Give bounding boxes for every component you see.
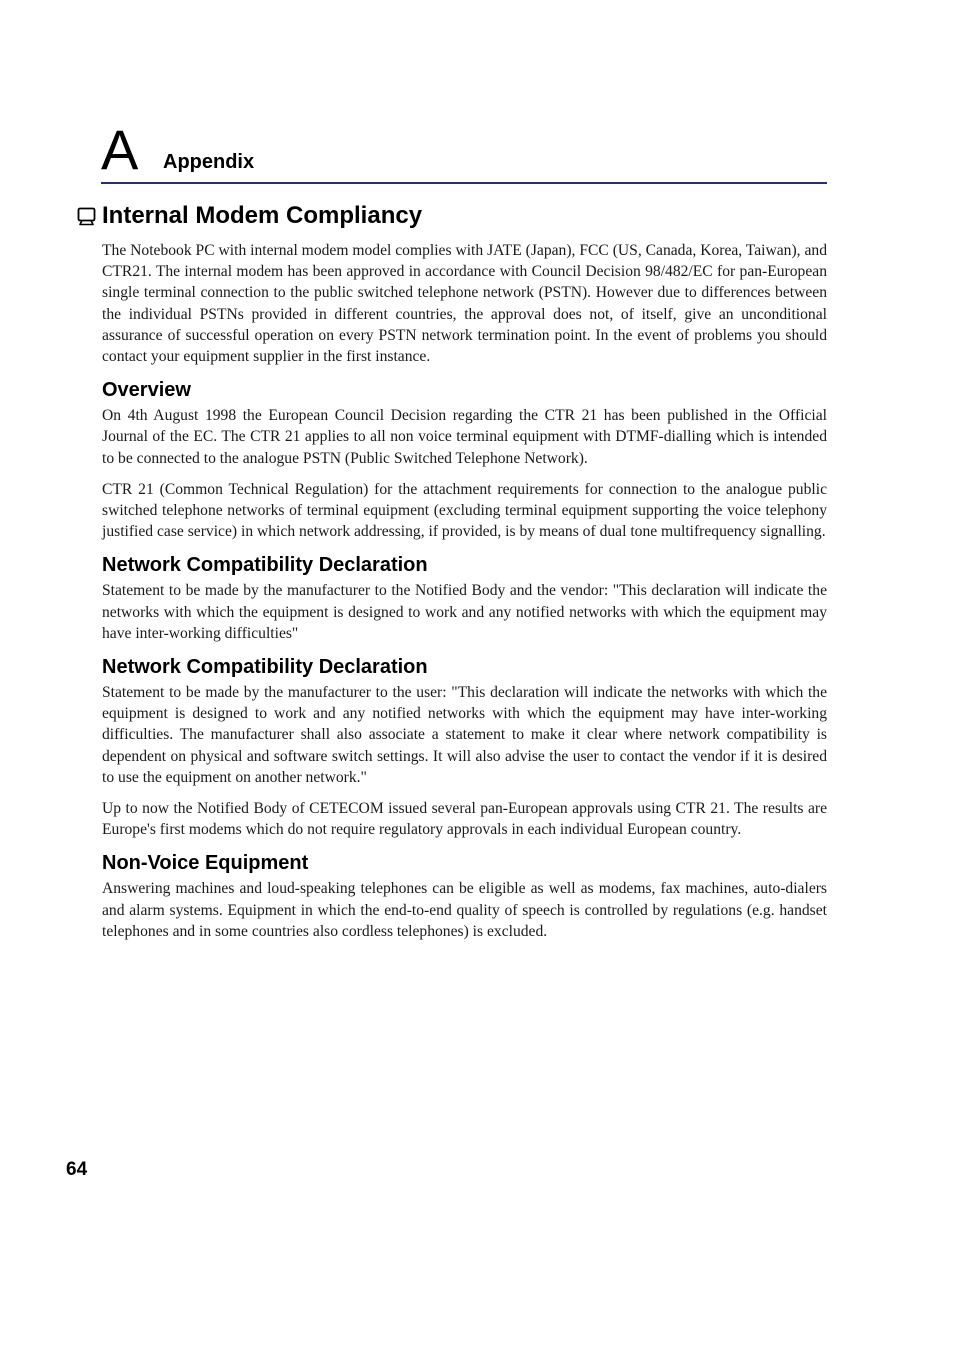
subsection-heading-network-compatibility-user: Network Compatibility Declaration [102,656,428,679]
paragraph: Up to now the Notified Body of CETECOM issued several pan-European approvals using CTR 21. The results are Europe's first modems which do not require regulatory approvals in each individual European country. [102,800,827,839]
subsection-heading-overview: Overview [102,379,191,402]
chapter-title: Appendix [163,151,255,173]
header-rule [101,182,827,184]
paragraph: On 4th August 1998 the European Council Decision regarding the CTR 21 has been published in the Official Journal of the EC. The CTR 21 applies to all non voice terminal equipment with DTMF-dialling which is intended to be connected to the analogue PSTN (Public Switched Telephone Network). [102,407,827,467]
paragraph: Statement to be made by the manufacturer to the Notified Body and the vendor: "This declaration will indicate the networks with which the equipment is designed to work and any notified networks with which the equipment may have inter-working difficulties" [102,582,827,642]
content-body [102,240,827,952]
subsection-heading-network-compatibility-vendor: Network Compatibility Declaration [102,554,428,577]
paragraph: CTR 21 (Common Technical Regulation) for the attachment requirements for connection to the analogue public switched telephone networks of terminal equipment (excluding terminal equipment supporting the voice telephony justified case service) in which network addressing, if provided, is by means of dual tone multifrequency signalling. [102,480,827,541]
paragraph: Answering machines and loud-speaking telephones can be eligible as well as modems, fax machines, auto-dialers and alarm systems. Equipment in which the end-to-end quality of speech is controlled by regulations (e.g. handset telephones and in some countries also cordless telephones) is excluded. [102,880,827,940]
intro-paragraph: The Notebook PC with internal modem model complies with JATE (Japan), FCC (US, Canada, Korea, Taiwan), and CTR21. The internal modem has been approved in accordance with Council Decision 98/482/EC for pan-European single terminal connection to the public switched telephone network (PSTN). However due to differences between the individual PSTNs provided in different countries, the approval does not, of itself, give an unconditional assurance of successful operation on every PSTN network termination point. In the event of problems you should contact your equipment supplier in the first instance. [102,242,827,366]
notebook-icon [77,207,97,227]
section-title: Internal Modem Compliancy [102,202,423,229]
chapter-letter: A [101,118,138,181]
page-number: 64 [66,1159,88,1180]
subsection-heading-non-voice-equipment: Non-Voice Equipment [102,852,309,875]
paragraph: Statement to be made by the manufacturer to the user: "This declaration will indicate the networks with which the equipment is designed to work and any notified networks with which the equipment may have inter-working difficulties. The manufacturer shall also associate a statement to make it clear where network compatibility is dependent on physical and software switch settings. It will also advise the user to contact the vendor if it is desired to use the equipment on another network." [102,684,827,786]
